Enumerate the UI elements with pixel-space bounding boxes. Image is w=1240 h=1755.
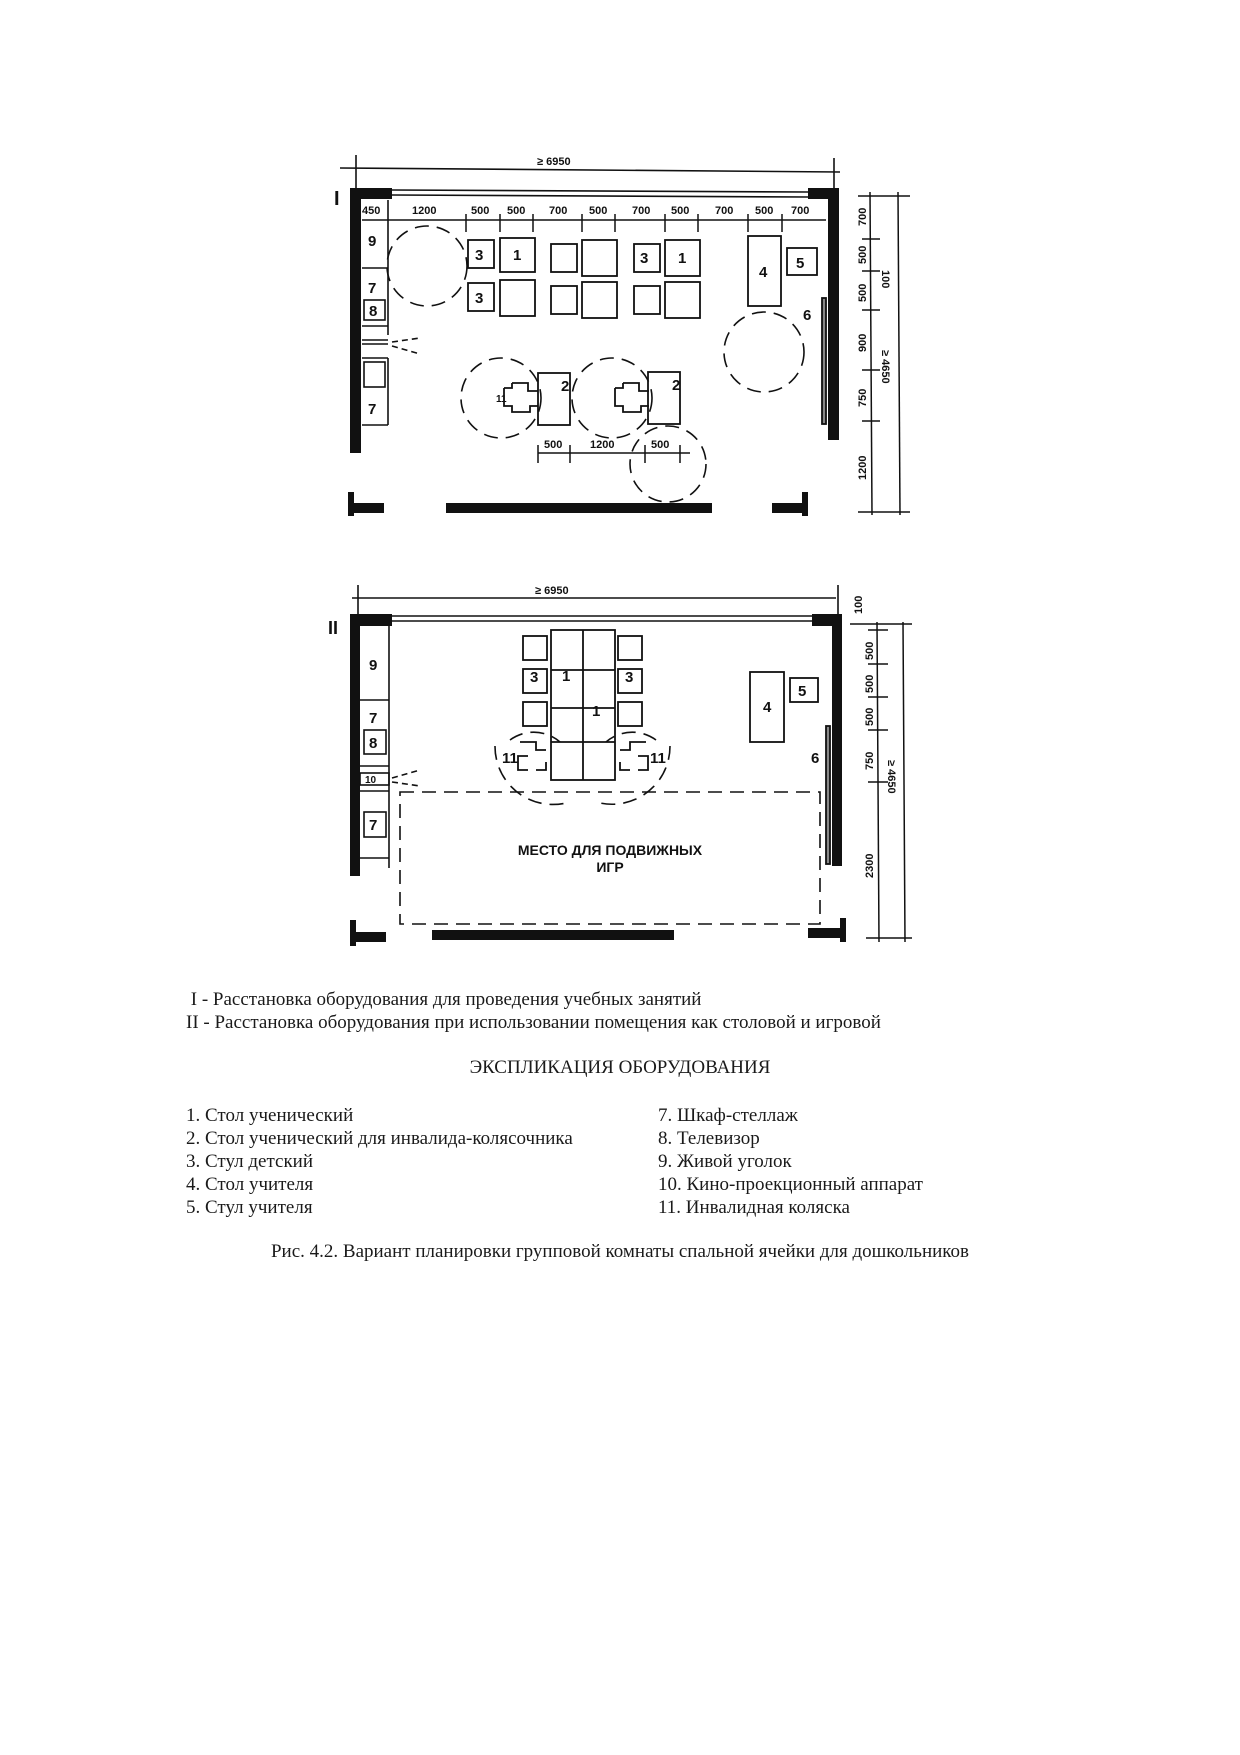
dim-side: 750	[857, 388, 869, 407]
figure-caption: Рис. 4.2. Вариант планировки групповой комнаты спальной ячейки для дошкольников	[270, 1241, 970, 1262]
dim-bottom: 500	[544, 439, 563, 451]
dim-side: 500	[864, 641, 876, 660]
item-11-wheelchair: 11	[496, 394, 507, 405]
dim-top: 700	[715, 205, 734, 217]
explication-item: 9. Живой уголок	[658, 1151, 792, 1172]
dim-side: 700	[857, 207, 869, 226]
item-5-teacher-chair: 5	[796, 255, 805, 272]
item-3-chair: 3	[475, 247, 484, 264]
item-10-projector: 10	[365, 775, 377, 786]
dim-side: 500	[864, 674, 876, 693]
item-1-desk: 1	[592, 703, 601, 720]
explication-item: 2. Стол ученический для инвалида-колясочника	[186, 1128, 573, 1149]
item-4-teacher-desk: 4	[763, 699, 772, 716]
legend-plan-2: II - Расстановка оборудования при использовании помещения как столовой и игровой	[186, 1012, 881, 1033]
dim-side: 750	[864, 751, 876, 770]
explication-item: 3. Стул детский	[186, 1151, 314, 1172]
plan-label-1: I	[334, 188, 340, 210]
item-6-board: 6	[811, 750, 820, 767]
item-7-cabinet: 7	[369, 710, 378, 727]
dim-top: 450	[362, 205, 381, 217]
item-3-chair: 3	[475, 290, 484, 307]
item-5-teacher-chair: 5	[798, 683, 807, 700]
dim-top: 700	[549, 205, 568, 217]
dim-top: 700	[791, 205, 810, 217]
explication-title: ЭКСПЛИКАЦИЯ ОБОРУДОВАНИЯ	[469, 1057, 771, 1078]
dim-side: 2300	[864, 853, 876, 878]
dim-side: 900	[857, 333, 869, 352]
explication-item: 4. Стол учителя	[186, 1174, 314, 1195]
play-area-label: ИГР	[596, 859, 624, 875]
dim-side: 500	[857, 245, 869, 264]
plan-label-2: II	[328, 618, 339, 638]
dim-top: 500	[671, 205, 690, 217]
item-2-accessible-desk: 2	[672, 377, 681, 394]
dim-top: 1200	[412, 205, 437, 217]
item-7-cabinet: 7	[368, 401, 377, 418]
item-1-desk: 1	[513, 247, 522, 264]
dim-side-extra: 100	[879, 270, 891, 289]
dim-top: 500	[471, 205, 490, 217]
dim-side: 1200	[857, 455, 869, 480]
dim-top: 500	[755, 205, 774, 217]
dim-side-extra: 100	[853, 595, 865, 614]
item-1-desk: 1	[562, 668, 571, 685]
item-7-cabinet: 7	[368, 280, 377, 297]
explication-item: 11. Инвалидная коляска	[658, 1197, 850, 1218]
dim-side: 500	[864, 707, 876, 726]
item-11-wheelchair: 11	[502, 750, 518, 767]
dim-bottom: 500	[651, 439, 670, 451]
dim-top: 700	[632, 205, 651, 217]
explication-item: 1. Стол ученический	[186, 1105, 354, 1126]
explication-left-column	[186, 1104, 573, 1219]
dim-top: 500	[589, 205, 608, 217]
item-6-board: 6	[803, 307, 812, 324]
item-3-chair: 3	[640, 250, 649, 267]
item-3-chair: 3	[530, 669, 539, 686]
item-7-cabinet: 7	[369, 817, 378, 834]
legend-plan-1: I - Расстановка оборудования для проведения учебных занятий	[186, 989, 702, 1010]
item-11-wheelchair: 11	[650, 750, 666, 767]
plan-legend	[186, 988, 881, 1034]
explication-item: 7. Шкаф-стеллаж	[658, 1105, 798, 1126]
dim-top: 500	[507, 205, 526, 217]
item-9-living-corner: 9	[369, 657, 378, 674]
dim-depth: ≥ 4650	[879, 350, 891, 384]
item-9-living-corner: 9	[368, 233, 377, 250]
dim-bottom: 1200	[590, 439, 615, 451]
explication-item: 10. Кино-проекционный аппарат	[658, 1174, 923, 1195]
item-3-chair: 3	[625, 669, 634, 686]
item-2-accessible-desk: 2	[561, 378, 570, 395]
dim-width: ≥ 6950	[535, 585, 569, 597]
dim-width: ≥ 6950	[537, 156, 571, 168]
item-4-teacher-desk: 4	[759, 264, 768, 281]
play-area-label: МЕСТО ДЛЯ ПОДВИЖНЫХ	[517, 842, 703, 858]
explication-item: 8. Телевизор	[658, 1128, 760, 1149]
dim-depth: ≥ 4650	[885, 760, 897, 794]
explication-item: 5. Стул учителя	[186, 1197, 313, 1218]
explication-right-column	[658, 1104, 923, 1219]
item-1-desk: 1	[678, 250, 687, 267]
item-8-tv: 8	[369, 303, 378, 320]
dim-side: 500	[857, 283, 869, 302]
item-8-tv: 8	[369, 735, 378, 752]
